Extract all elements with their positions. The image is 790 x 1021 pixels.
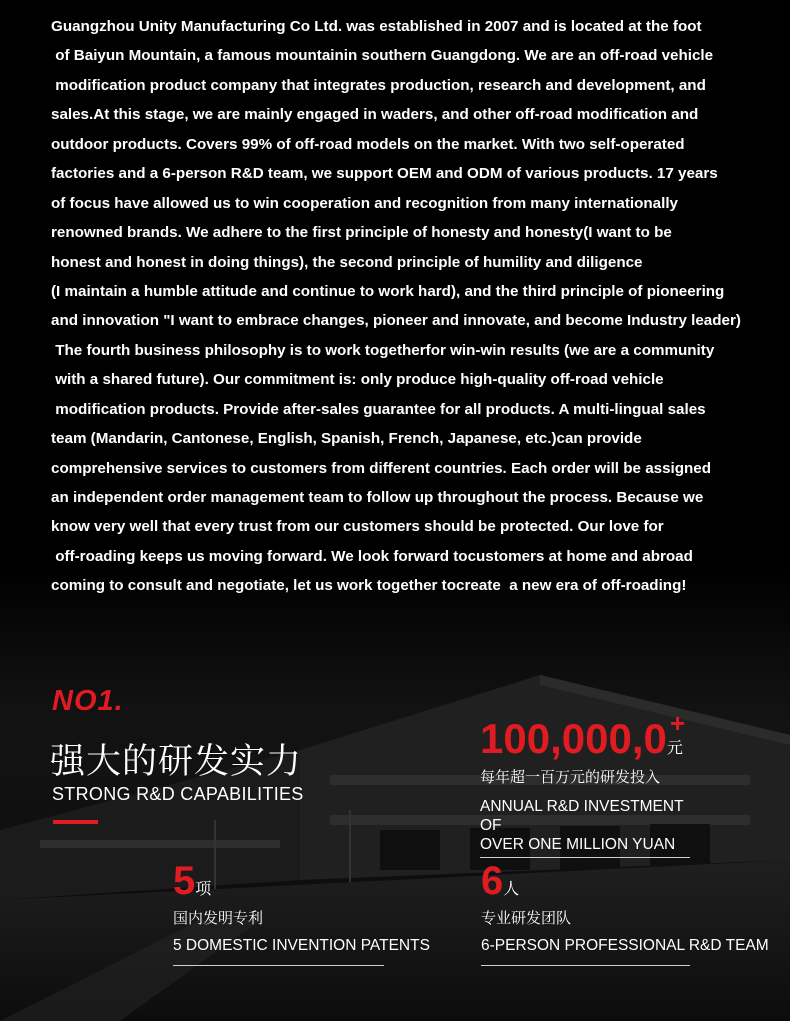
stat-team-unit: 人 [503,879,520,898]
stat-patents [173,858,453,966]
intro-line: (I maintain a humble attitude and continue to work hard), and the third principle of pioneering [51,282,725,300]
intro-line: honest and honest in doing things), the second principle of humility and diligence [51,253,643,271]
intro-line: with a shared future). Our commitment is: only produce high-quality off-road vehicle [51,371,664,389]
section-title-en: STRONG R&D CAPABILITIES [52,784,304,804]
divider-line [481,965,690,966]
stat-team [481,858,786,966]
stat-investment-en-line2: OVER ONE MILLION YUAN [480,836,676,853]
divider-line [173,965,384,966]
stat-investment-en-line1: ANNUAL R&D INVESTMENT OF [480,798,684,834]
intro-line: of Baiyun Mountain, a famous mountainin southern Guangdong. We are an off-road vehicle [51,47,714,65]
stat-patents-cn: 国内发明专利 [173,909,264,927]
stat-investment-unit: 元 [666,738,683,757]
plus-sign: + [670,708,686,738]
intro-line: off-roading keeps us moving forward. We look forward tocustomers at home and abroad [51,547,693,565]
stat-patents-number: 5 [173,859,196,903]
stat-investment-cn: 每年超一百万元的研发投入 [480,768,661,786]
company-introduction [51,12,786,601]
intro-line: team (Mandarin, Cantonese, English, Spanish, French, Japanese, etc.)can provide [51,430,642,448]
intro-line: The fourth business philosophy is to work togetherfor win-win results (we are a community [51,341,715,359]
intro-line: sales.At this stage, we are mainly engaged in waders, and other off-road modification and [51,106,699,124]
stat-patents-en: 5 DOMESTIC INVENTION PATENTS [173,937,430,954]
stat-investment [480,708,695,858]
intro-line: Guangzhou Unity Manufacturing Co Ltd. was established in 2007 and is located at the foot [51,18,702,35]
intro-line: modification products. Provide after-sales guarantee for all products. A multi-lingual sales [51,400,706,418]
section-badge: NO1. [52,685,124,717]
stat-team-en: 6-PERSON PROFESSIONAL R&D TEAM [481,937,769,954]
stat-patents-unit: 项 [195,879,212,898]
intro-line: and innovation "I want to embrace changes, pioneer and innovate, and become Industry leader) [51,312,741,330]
intro-line: coming to consult and negotiate, let us work together tocreate a new era of off-roading! [51,577,687,595]
stat-team-number: 6 [481,859,504,903]
intro-line: comprehensive services to customers from different countries. Each order will be assigned [51,459,712,477]
intro-line: an independent order management team to follow up throughout the process. Because we [51,489,704,506]
intro-line: modification product company that integrates production, research and development, and [51,76,706,94]
intro-line: renowned brands. We adhere to the first principle of honesty and honesty(I want to be [51,224,672,242]
intro-line: know very well that every trust from our customers should be protected. Our love for [51,518,664,536]
section-title-cn: 强大的研发实力 [50,742,303,782]
intro-line: factories and a 6-person R&D team, we support OEM and ODM of various products. 17 years [51,165,718,183]
accent-bar [53,820,98,824]
intro-line: outdoor products. Covers 99% of off-road models on the market. With two self-operated [51,135,685,153]
stat-investment-number: 100,000,0 [480,715,667,762]
intro-line: of focus have allowed us to win cooperation and recognition from many internationally [51,194,678,212]
stat-team-cn: 专业研发团队 [481,909,572,927]
